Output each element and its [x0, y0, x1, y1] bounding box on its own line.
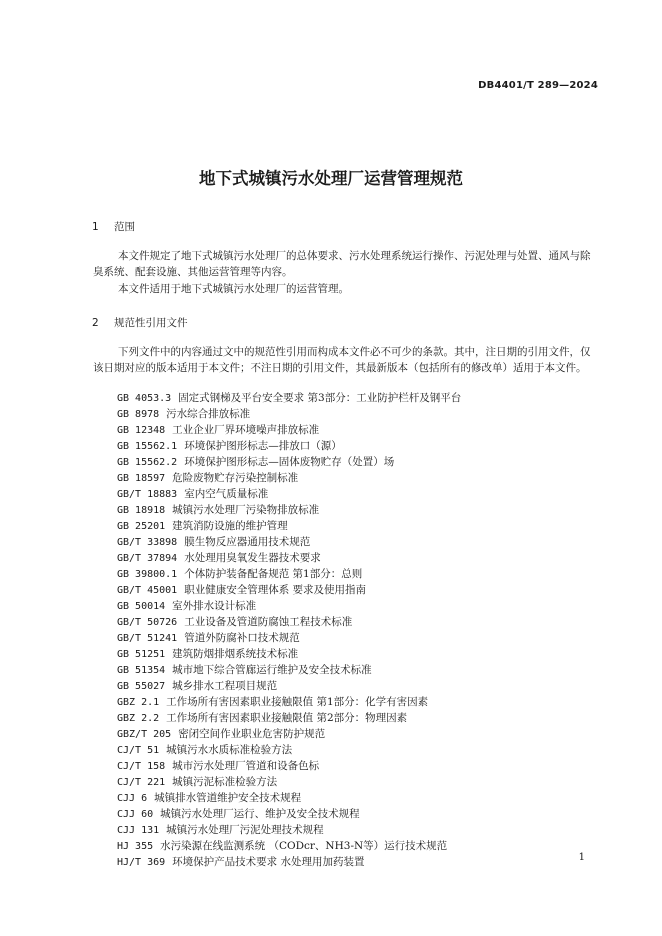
reference-title: 工作场所有害因素职业接触限值 第2部分：物理因素 [166, 712, 408, 724]
reference-item [117, 454, 461, 470]
scope-paragraph-2: 本文件适用于地下式城镇污水处理厂的运营管理。 [118, 283, 349, 295]
reference-item [117, 598, 461, 614]
reference-title: 水污染源在线监测系统 （CODcr、NH3-N等）运行技术规范 [160, 840, 448, 852]
section-heading-normative-references [92, 315, 188, 330]
reference-title: 城乡排水工程项目规范 [172, 680, 278, 692]
reference-item [117, 534, 461, 550]
reference-title: 城市地下综合管廊运行维护及安全技术标准 [172, 664, 372, 676]
reference-item [117, 678, 461, 694]
reference-code: GB/T 50726 [117, 617, 178, 628]
reference-title: 污水综合排放标准 [166, 408, 251, 420]
reference-title: 环境保护图形标志—排放口（源） [184, 440, 342, 452]
reference-item [117, 614, 461, 630]
section-title: 范围 [114, 221, 135, 233]
reference-title: 城镇污泥标准检验方法 [172, 776, 278, 788]
reference-code: CJ/T 51 [117, 745, 160, 756]
reference-item [117, 630, 461, 646]
reference-item [117, 758, 461, 774]
reference-item [117, 694, 461, 710]
reference-code: GB 12348 [117, 425, 166, 436]
reference-item [117, 822, 461, 838]
reference-code: GB 25201 [117, 521, 166, 532]
reference-item [117, 550, 461, 566]
reference-item [117, 710, 461, 726]
reference-code: GB/T 37894 [117, 553, 178, 564]
reference-title: 膜生物反应器通用技术规范 [184, 536, 311, 548]
reference-title: 职业健康安全管理体系 要求及使用指南 [184, 584, 367, 596]
reference-item [117, 838, 461, 854]
reference-title: 环境保护图形标志—固体废物贮存（处置）场 [184, 456, 395, 468]
reference-code: CJJ 131 [117, 825, 160, 836]
reference-item [117, 470, 461, 486]
reference-code: GB 4053.3 [117, 393, 172, 404]
reference-title: 城镇污水水质标准检验方法 [166, 744, 293, 756]
reference-code: GB/T 18883 [117, 489, 178, 500]
reference-title: 城镇污水处理厂污泥处理技术规程 [166, 824, 324, 836]
reference-code: GB 18597 [117, 473, 166, 484]
reference-code: CJJ 6 [117, 793, 148, 804]
reference-code: GB 8978 [117, 409, 160, 420]
reference-code: GB 51354 [117, 665, 166, 676]
reference-code: HJ 355 [117, 841, 154, 852]
reference-item [117, 438, 461, 454]
reference-code: GB 50014 [117, 601, 166, 612]
reference-item [117, 566, 461, 582]
scope-paragraph-1: 本文件规定了地下式城镇污水处理厂的总体要求、污水处理系统运行操作、污泥处理与处置、通风与除臭系统、配套设施、其他运营管理等内容。 [93, 250, 591, 278]
reference-item [117, 806, 461, 822]
page-title: 地下式城镇污水处理厂运营管理规范 [199, 169, 463, 188]
section-heading-scope [92, 219, 135, 234]
page-number: 1 [578, 852, 585, 863]
reference-code: GB/T 33898 [117, 537, 178, 548]
reference-title: 室外排水设计标准 [172, 600, 257, 612]
reference-title: 管道外防腐补口技术规范 [184, 632, 300, 644]
document-code: DB4401/T 289—2024 [478, 80, 598, 91]
reference-title: 个体防护装备配备规范 第1部分：总则 [184, 568, 363, 580]
reference-list [117, 390, 461, 870]
reference-title: 城镇污水处理厂污染物排放标准 [172, 504, 320, 516]
reference-title: 室内空气质量标准 [184, 488, 269, 500]
reference-title: 固定式钢梯及平台安全要求 第3部分：工业防护栏杆及钢平台 [178, 392, 462, 404]
reference-title: 建筑防烟排烟系统技术标准 [172, 648, 299, 660]
reference-code: GBZ 2.2 [117, 713, 160, 724]
reference-code: GB/T 51241 [117, 633, 178, 644]
reference-code: CJ/T 158 [117, 761, 166, 772]
reference-item [117, 486, 461, 502]
reference-item [117, 390, 461, 406]
reference-code: GB 39800.1 [117, 569, 178, 580]
reference-title: 危险废物贮存污染控制标准 [172, 472, 299, 484]
reference-code: CJ/T 221 [117, 777, 166, 788]
reference-item [117, 790, 461, 806]
reference-item [117, 422, 461, 438]
reference-title: 工业设备及管道防腐蚀工程技术标准 [184, 616, 353, 628]
reference-title: 工作场所有害因素职业接触限值 第1部分：化学有害因素 [166, 696, 429, 708]
reference-item [117, 406, 461, 422]
reference-code: GBZ/T 205 [117, 729, 172, 740]
reference-title: 城镇污水处理厂运行、维护及安全技术规程 [160, 808, 360, 820]
reference-code: GB 51251 [117, 649, 166, 660]
reference-title: 城镇排水管道维护安全技术规程 [154, 792, 302, 804]
section-number: 2 [92, 317, 99, 329]
reference-item [117, 726, 461, 742]
reference-code: GB 55027 [117, 681, 166, 692]
reference-code: HJ/T 369 [117, 857, 166, 868]
section-number: 1 [92, 221, 99, 233]
reference-title: 水处理用臭氧发生器技术要求 [184, 552, 321, 564]
reference-title: 工业企业厂界环境噪声排放标准 [172, 424, 320, 436]
reference-item [117, 854, 461, 870]
reference-item [117, 502, 461, 518]
reference-title: 城市污水处理厂管道和设备色标 [172, 760, 320, 772]
reference-code: CJJ 60 [117, 809, 154, 820]
reference-code: GB/T 45001 [117, 585, 178, 596]
reference-item [117, 518, 461, 534]
reference-title: 环境保护产品技术要求 水处理用加药装置 [172, 856, 365, 868]
reference-code: GB 15562.2 [117, 457, 178, 468]
reference-title: 密闭空间作业职业危害防护规范 [178, 728, 326, 740]
section-title: 规范性引用文件 [114, 317, 188, 329]
reference-code: GB 18918 [117, 505, 166, 516]
references-intro-paragraph: 下列文件中的内容通过文中的规范性引用而构成本文件必不可少的条款。其中，注日期的引用文件，仅该日期对应的版本适用于本文件；不注日期的引用文件，其最新版本（包括所有的修改单）适用于本文件。 [93, 346, 591, 374]
reference-item [117, 646, 461, 662]
reference-code: GB 15562.1 [117, 441, 178, 452]
reference-title: 建筑消防设施的维护管理 [172, 520, 288, 532]
reference-item [117, 662, 461, 678]
reference-item [117, 582, 461, 598]
reference-code: GBZ 2.1 [117, 697, 160, 708]
reference-item [117, 774, 461, 790]
reference-item [117, 742, 461, 758]
